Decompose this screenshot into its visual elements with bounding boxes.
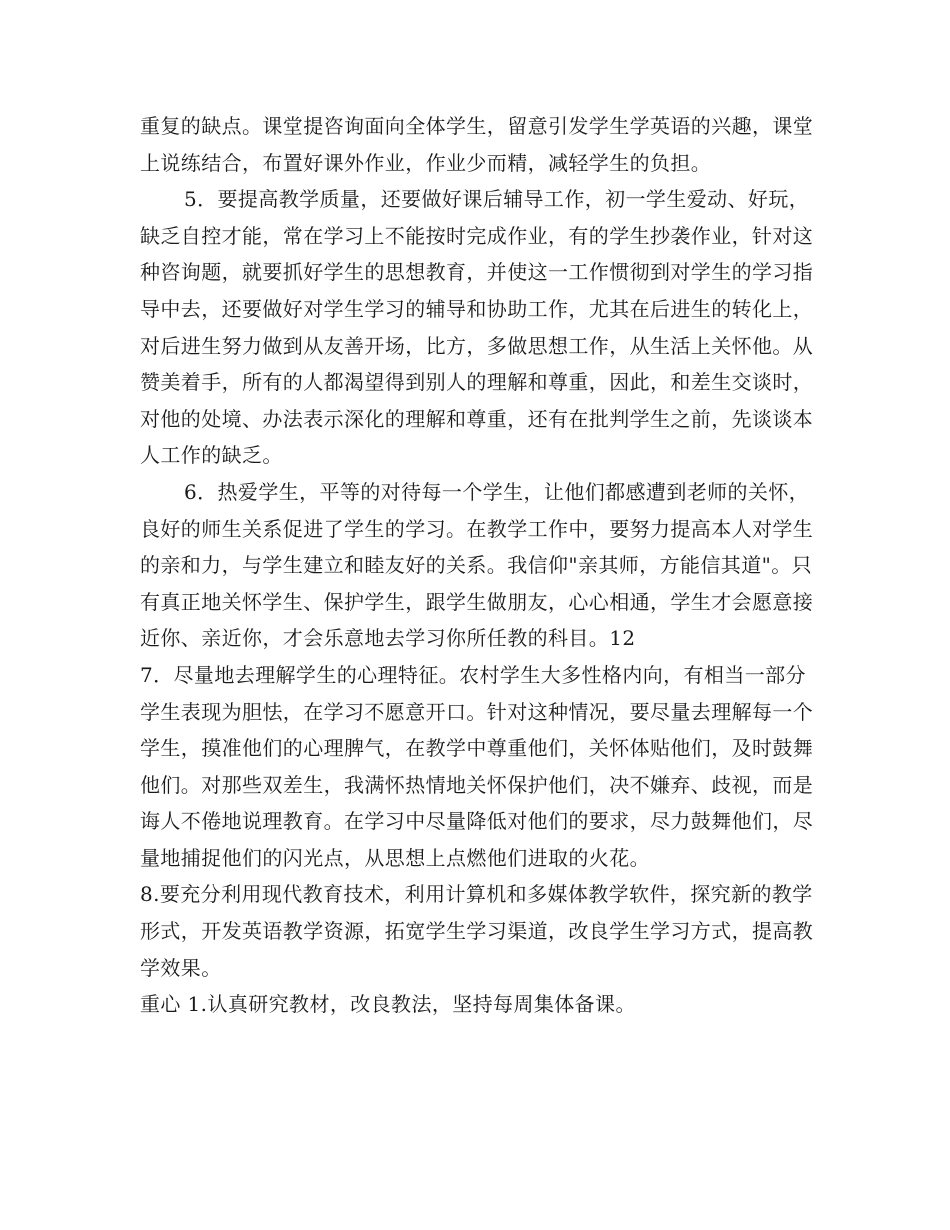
document-body <box>140 108 820 1023</box>
paragraph-item-6: 6．热爱学生，平等的对待每一个学生，让他们都感遭到老师的关怀，良好的师生关系促进了学生的学习。在教学工作中，要努力提高本人对学生的亲和力，与学生建立和睦友好的关系。我信仰"亲其师，方能信其道"。只有真正地关怀学生、保护学生，跟学生做朋友，心心相通，学生才会愿意接近你、亲近你，才会乐意地去学习你所任教的科目。12 <box>140 479 814 651</box>
paragraph-item-8: 8.要充分利用现代教育技术，利用计算机和多媒体教学软件，探究新的教学形式，开发英语教学资源，拓宽学生学习渠道，改良学生学习方式，提高教学效果。 <box>140 882 814 980</box>
paragraph-focus: 重心 1.认真研究教材，改良教法，坚持每周集体备课。 <box>140 992 636 1017</box>
paragraph-item-7: 7．尽量地去理解学生的心理特征。农村学生大多性格内向，有相当一部分学生表现为胆怯，在学习不愿意开口。针对这种情况，要尽量去理解每一个学生，摸准他们的心理脾气，在教学中尊重他们，关怀体贴他们，及时鼓舞他们。对那些双差生，我满怀热情地关怀保护他们，决不嫌弃、歧视，而是诲人不倦地说理教育。在学习中尽量降低对他们的要求，尽力鼓舞他们，尽量地捕捉他们的闪光点，从思想上点燃他们进取的火花。 <box>140 662 814 870</box>
paragraph-continuation: 重复的缺点。课堂提咨询面向全体学生，留意引发学生学英语的兴趣，课堂上说练结合，布置好课外作业，作业少而精，减轻学生的负担。 <box>140 114 814 175</box>
paragraph-item-5: 5．要提高教学质量，还要做好课后辅导工作，初一学生爱动、好玩，缺乏自控才能，常在学习上不能按时完成作业，有的学生抄袭作业，针对这种咨询题，就要抓好学生的思想教育，并使这一工作惯彻到对学生的学习指导中去，还要做好对学生学习的辅导和协助工作，尤其在后进生的转化上，对后进生努力做到从友善开场，比方，多做思想工作，从生活上关怀他。从赞美着手，所有的人都渴望得到别人的理解和尊重，因此，和差生交谈时，对他的处境、办法表示深化的理解和尊重，还有在批判学生之前，先谈谈本人工作的缺乏。 <box>140 187 814 468</box>
